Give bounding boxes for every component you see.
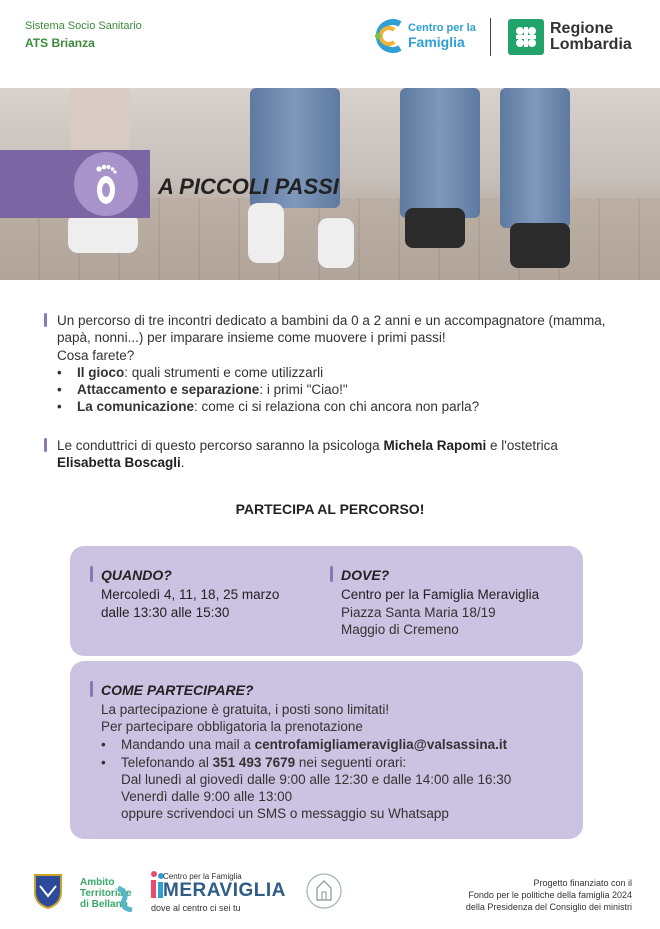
- how-line2: Per partecipare obbligatoria la prenotazione: [101, 719, 363, 734]
- ambito-lake-icon: [114, 886, 138, 912]
- when-heading: QUANDO?: [101, 567, 172, 583]
- meraviglia-small: Centro per la Famiglia: [163, 872, 242, 881]
- page-title: A PICCOLI PASSI: [158, 174, 339, 199]
- rl-line1: Regione: [550, 20, 614, 37]
- rl-line2: Lombardia: [550, 36, 632, 53]
- list-item: • Il gioco: quali strumenti e come utilizzarli: [57, 365, 324, 380]
- parish-logo-icon: [305, 872, 343, 910]
- hours-line1: Dal lunedì al giovedì dalle 9:00 alle 12:30 e dalle 14:00 alle 16:30: [121, 772, 512, 787]
- how-mail-item: • Mandando una mail a centrofamigliameraviglia@valsassina.it: [101, 737, 508, 752]
- list-item: • La comunicazione: come ci si relaziona con chi ancora non parla?: [57, 399, 480, 414]
- municipality-crest-icon: [32, 872, 64, 910]
- how-line1: La partecipazione è gratuita, i posti sono limitati!: [101, 702, 390, 717]
- cpf-line2: Famiglia: [408, 34, 465, 50]
- when-line1: Mercoledì 4, 11, 18, 25 marzo: [101, 587, 280, 602]
- where-line3: Maggio di Cremeno: [341, 622, 459, 637]
- how-heading: COME PARTECIPARE?: [101, 682, 254, 698]
- phone-number[interactable]: 351 493 7679: [212, 755, 296, 770]
- when-line2: dalle 13:30 alle 15:30: [101, 605, 230, 620]
- activity-list: [57, 364, 617, 415]
- where-heading: DOVE?: [341, 567, 390, 583]
- ambito-logo: Ambito Territoriale di Bellano: [80, 877, 132, 910]
- hours-line2: Venerdì dalle 9:00 alle 13:00: [121, 789, 293, 804]
- how-phone-item: • Telefonando al 351 493 7679 nei seguenti orari:: [101, 755, 407, 770]
- intro-marker: [44, 313, 47, 327]
- cpf-line1: Centro per la: [408, 22, 476, 34]
- intro-question: Cosa farete?: [57, 348, 135, 363]
- leaders-text: Le conduttrici di questo percorso saranno la psicologa Michela Rapomi e l'ostetrica Elisabetta Boscagli.: [57, 438, 558, 470]
- ats-line1: Sistema Socio Sanitario: [25, 20, 142, 32]
- intro-text: Un percorso di tre incontri dedicato a bambini da 0 a 2 anni e un accompagnatore (mamma, papà, nonni...) per imparare insieme come muovere i primi passi!: [57, 313, 606, 345]
- where-line2: Piazza Santa Maria 18/19: [341, 605, 496, 620]
- regione-lombardia-logo-icon: [508, 19, 544, 55]
- meraviglia-tagline: dove al centro ci sei tu: [151, 903, 241, 913]
- call-to-action: PARTECIPA AL PERCORSO!: [235, 501, 425, 517]
- list-item: • Attaccamento e separazione: i primi "Ciao!": [57, 382, 348, 397]
- centro-famiglia-logo-icon: [372, 16, 404, 56]
- ats-line2: ATS Brianza: [25, 36, 95, 50]
- leaders-marker: [44, 438, 47, 452]
- email-link[interactable]: centrofamigliameraviglia@valsassina.it: [254, 737, 508, 752]
- funding-note: Progetto finanziato con il Fondo per le politiche della famiglia 2024 della Presidenza del Consiglio dei ministri: [465, 878, 632, 912]
- meraviglia-title: MERAVIGLIA: [163, 880, 286, 901]
- sms-line: oppure scrivendoci un SMS o messaggio su Whatsapp: [121, 806, 449, 821]
- footprint-icon: [94, 163, 118, 205]
- where-line1: Centro per la Famiglia Meraviglia: [341, 587, 540, 602]
- header-divider: [490, 18, 491, 56]
